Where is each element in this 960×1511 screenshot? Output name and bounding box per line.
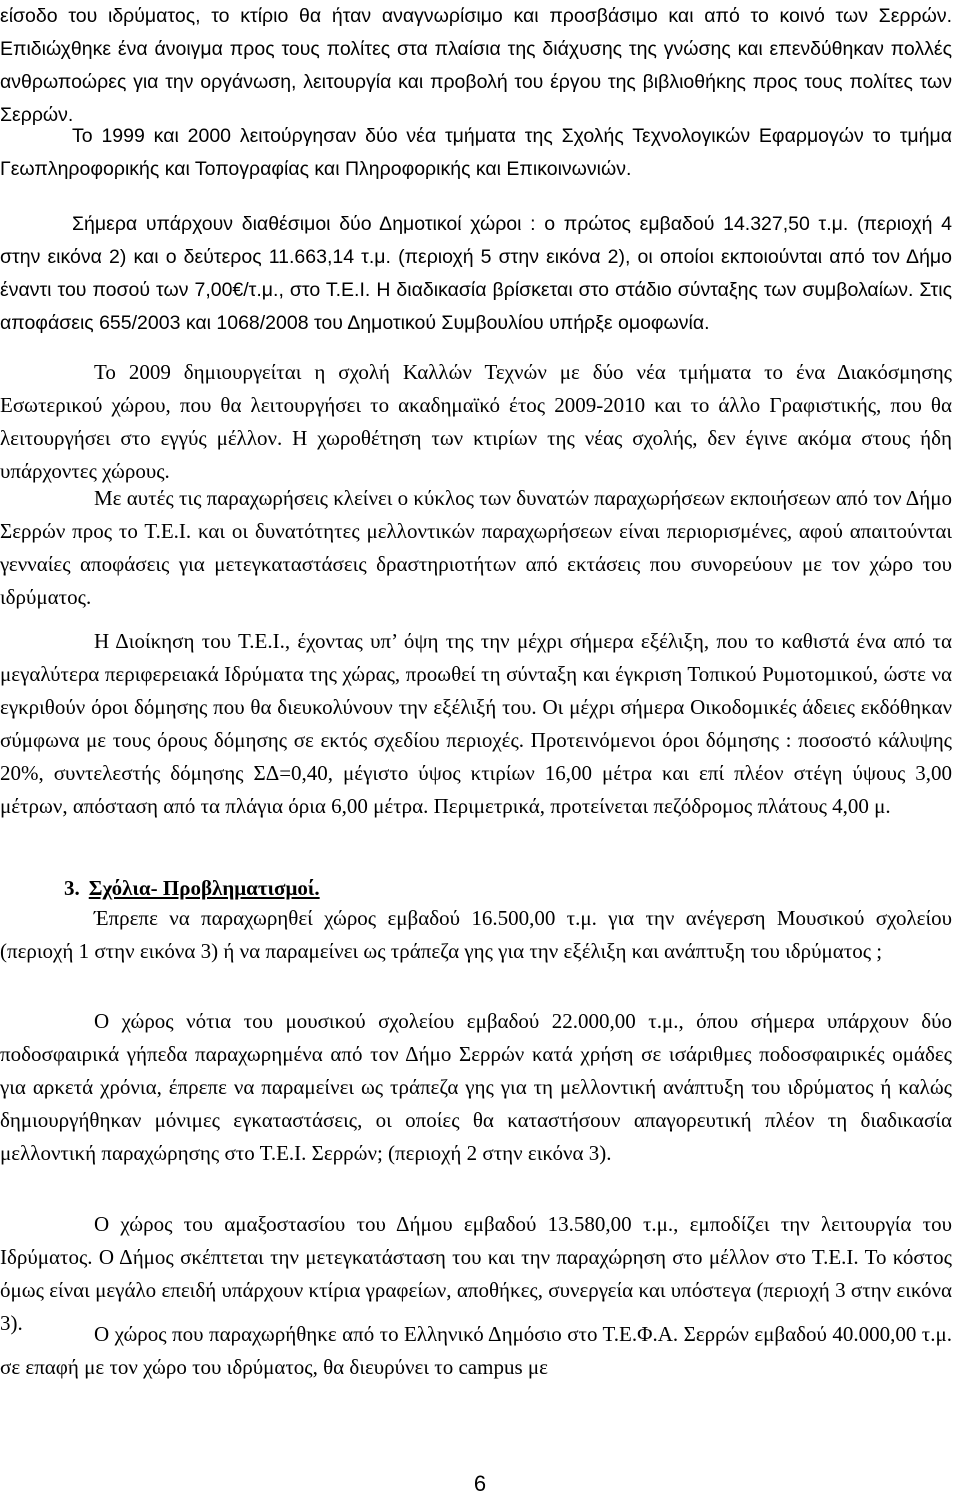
- paragraph-text: Ο χώρος που παραχωρήθηκε από το Ελληνικό Δημόσιο στο Τ.Ε.Φ.Α. Σερρών εμβαδού 40.000,00 τ.μ. σε επαφή με τον χώρο του ιδρύματος, θα διευρύνει το campus με: [0, 1322, 952, 1379]
- section-title: Σχόλια- Προβληματισμοί.: [88, 876, 320, 900]
- paragraph-music-school: [0, 902, 952, 968]
- paragraph-text: Το 1999 και 2000 λειτούργησαν δύο νέα τμήματα της Σχολής Τεχνολογικών Εφαρμογών το τμήμα Γεωπληροφορικής και Τοπογραφίας και Πληροφορικής και Επικοινωνιών.: [0, 125, 952, 180]
- paragraph-text: Ο χώρος νότια του μουσικού σχολείου εμβαδού 22.000,00 τ.μ., όπου σήμερα υπάρχουν δύο ποδοσφαιρικά γήπεδα παραχωρημένα από τον Δήμο Σερρών κατά χρήση σε ισάριθμες ποδοσφαιρικές ομάδες για αρκετά χρόνια, έπρεπε να παραμείνει ως τράπεζα γης για τη μελλοντική ανάπτυξη του ιδρύματος ή καλώς δημιουργήθηκαν μόνιμες εγκαταστάσεις, οι οποίες θα καταστήσουν απαγορευτική πλέον τη διαδικασία μελλοντική παραχώρησης στο Τ.Ε.Ι. Σερρών; (περιοχή 2 στην εικόνα 3).: [0, 1009, 952, 1165]
- paragraph-text: Ο χώρος του αμαξοστασίου του Δήμου εμβαδού 13.580,00 τ.μ., εμποδίζει την λειτουργία του Ιδρύματος. Ο Δήμος σκέπτεται την μετεγκατάσταση του και την παραχώρηση στο μέλλον στο Τ.Ε.Ι. Το κόστος όμως είναι μεγάλο επειδή υπάρχουν κτίρια γραφείων, αποθήκες, συνεργεία και υπόστεγα (περιοχή 3 στην εικόνα 3).: [0, 1212, 952, 1335]
- section-heading: [64, 872, 320, 905]
- paragraph-text: Το 2009 δημιουργείται η σχολή Καλλών Τεχνών με δύο νέα τμήματα το ένα Διακόσμησης Εσωτερικού χώρου, που θα λειτουργήσει το ακαδημαϊκό έτος 2009-2010 και το άλλο Γραφιστικής, που θα λειτουργήσει στο εγγύς μέλλον. Η χωροθέτηση των κτιρίων της νέας σχολής, δεν έγινε ακόμα στους ήδη υπάρχοντες χώρους.: [0, 360, 952, 483]
- paragraph-library-opening: [0, 0, 952, 132]
- paragraph-fine-arts-school-2009: [0, 356, 952, 488]
- paragraph-text: Η Διοίκηση του Τ.Ε.Ι., έχοντας υπ’ όψη της την μέχρι σήμερα εξέλιξη, που το καθιστά ένα από τα μεγαλύτερα περιφερειακά Ιδρύματα της χώρας, προωθεί τη σύνταξη και έγκριση Τοπικού Ρυμοτομικού, ώστε να εγκριθούν όροι δόμησης που θα διευκολύνουν την εξέλιξή του. Οι μέχρι σήμερα Οικοδομικές άδειες εκδόθηκαν σύμφωνα με τους όρους δόμησης σε εκτός σχεδίου περιοχές. Προτεινόμενοι όροι δόμησης : ποσοστό κάλυψης 20%, συντελεστής δόμησης ΣΔ=0,40, μέγιστο ύψος κτιρίων 16,00 μέτρα και επί πλέον στέγη ύψους 3,00 μέτρων, απόσταση από τα πλάγια όρια 6,00 μέτρα. Περιμετρικά, προτείνεται πεζόδρομος πλάτους 4,00 μ.: [0, 629, 952, 818]
- paragraph-municipal-spaces: [0, 208, 952, 340]
- paragraph-tefa-land: [0, 1318, 952, 1384]
- paragraph-administration-zoning: [0, 625, 952, 823]
- section-number: 3.: [64, 876, 80, 900]
- page-number: 6: [473, 1471, 487, 1496]
- paragraph-new-departments-1999: [0, 120, 952, 186]
- paragraph-football-fields: [0, 1005, 952, 1170]
- paragraph-text: είσοδο του ιδρύματος, το κτίριο θα ήταν αναγνωρίσιμο και προσβάσιμο και από το κοινό των Σερρών. Επιδιώχθηκε ένα άνοιγμα προς τους πολίτες στα πλαίσια της διάχυσης της γνώσης και επενδύθηκαν πολλές ανθρωποώρες για την οργάνωση, λειτουργία και προβολή του έργου της βιβλιοθήκης προς τους πολίτες των Σερρών.: [0, 5, 952, 126]
- paragraph-text: Σήμερα υπάρχουν διαθέσιμοι δύο Δημοτικοί χώροι : ο πρώτος εμβαδού 14.327,50 τ.μ. (περιοχή 4 στην εικόνα 2) και ο δεύτερος 11.663,14 τ.μ. (περιοχή 5 στην εικόνα 2), οι οποίοι εκποιούνται από τον Δήμο έναντι του ποσού των 7,00€/τ.μ., στο Τ.Ε.Ι. Η διαδικασία βρίσκεται στο στάδιο σύνταξης των συμβολαίων. Στις αποφάσεις 655/2003 και 1068/2008 του Δημοτικού Συμβουλίου υπήρξε ομοφωνία.: [0, 213, 952, 334]
- paragraph-text: Με αυτές τις παραχωρήσεις κλείνει ο κύκλος των δυνατών παραχωρήσεων εκποιήσεων από τον Δήμο Σερρών προς το Τ.Ε.Ι. και οι δυνατότητες μελλοντικών παραχωρήσεων είναι περιορισμένες, αφού απαιτούνται γενναίες αποφάσεις για μετεγκαταστάσεις δραστηριοτήτων από εκτάσεις που συνορεύουν με τον χώρο του ιδρύματος.: [0, 486, 952, 609]
- paragraph-concessions-cycle: [0, 482, 952, 614]
- paragraph-text: Έπρεπε να παραχωρηθεί χώρος εμβαδού 16.500,00 τ.μ. για την ανέγερση Μουσικού σχολείου (περιοχή 1 στην εικόνα 3) ή να παραμείνει ως τράπεζα γης για την εξέλιξη και ανάπτυξη του ιδρύματος ;: [0, 906, 952, 963]
